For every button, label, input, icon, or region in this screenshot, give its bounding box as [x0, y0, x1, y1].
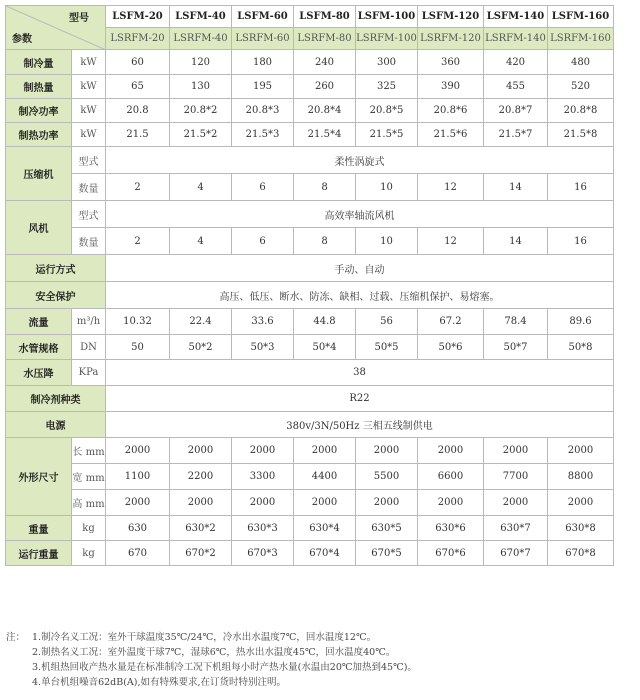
value-cell: 3300 [232, 464, 294, 490]
row-label: 电源 [6, 412, 106, 438]
value-cell: 2000 [548, 438, 614, 464]
value-cell: 20.8*4 [294, 99, 356, 123]
note-item: 1.制冷名义工况：室外干球温度35℃/24℃，冷水出水温度7℃，回水温度12℃。 [32, 632, 377, 643]
value-cell: 2000 [232, 490, 294, 516]
row-label: 风机 [6, 201, 72, 255]
row-cooling [6, 50, 614, 75]
model-b-cell: LSRFM-140 [484, 28, 548, 50]
row-fan-type [6, 201, 614, 228]
value-cell: 2000 [294, 490, 356, 516]
value-cell: 2200 [170, 464, 232, 490]
value-cell: 2000 [170, 438, 232, 464]
value-cell: 21.5*7 [484, 123, 548, 147]
unit-cell: 高 mm [72, 490, 106, 516]
row-cool_power [6, 99, 614, 123]
value-cell: 10 [356, 174, 418, 201]
value-cell: 630*5 [356, 516, 418, 541]
value-cell: 630*6 [418, 516, 484, 541]
row-label: 流量 [6, 309, 72, 335]
value-cell: 60 [106, 50, 170, 75]
value-cell: 300 [356, 50, 418, 75]
value-cell: 2000 [106, 438, 170, 464]
model-a-cell: LSFM-20 [106, 6, 170, 28]
value-cell: 14 [484, 228, 548, 255]
row-pipe [6, 335, 614, 360]
value-cell: 20.8*6 [418, 99, 484, 123]
span-value-cell: 38 [106, 360, 614, 386]
row-label: 制热功率 [6, 123, 72, 147]
row-heat_power [6, 123, 614, 147]
row-label: 外形尺寸 [6, 438, 72, 516]
value-cell: 670*5 [356, 541, 418, 566]
value-cell: 50*4 [294, 335, 356, 360]
unit-cell: kg [72, 541, 106, 566]
value-cell: 390 [418, 75, 484, 99]
header-corner-param-label: 参数 [12, 34, 32, 45]
row-compressor-type [6, 147, 614, 174]
value-cell: 50*8 [548, 335, 614, 360]
value-cell: 12 [418, 174, 484, 201]
value-cell: 180 [232, 50, 294, 75]
value-cell: 2000 [294, 438, 356, 464]
value-cell: 2 [106, 174, 170, 201]
value-cell: 21.5*6 [418, 123, 484, 147]
value-cell: 2000 [170, 490, 232, 516]
row-weight [6, 516, 614, 541]
row-refrigerant [6, 386, 614, 412]
value-cell: 670*3 [232, 541, 294, 566]
value-cell: 50*7 [484, 335, 548, 360]
value-cell: 670*7 [484, 541, 548, 566]
value-cell: 16 [548, 228, 614, 255]
value-cell: 455 [484, 75, 548, 99]
value-cell: 44.8 [294, 309, 356, 335]
value-cell: 670 [106, 541, 170, 566]
value-cell: 50*2 [170, 335, 232, 360]
value-cell: 4 [170, 174, 232, 201]
value-cell: 480 [548, 50, 614, 75]
value-cell: 4400 [294, 464, 356, 490]
model-a-cell: LSFM-40 [170, 6, 232, 28]
value-cell: 5500 [356, 464, 418, 490]
row-pressure_drop [6, 360, 614, 386]
value-cell: 2000 [356, 438, 418, 464]
row-dimensions-width [6, 464, 614, 490]
header-corner-cell [6, 6, 106, 50]
model-a-cell: LSFM-160 [548, 6, 614, 28]
value-cell: 6 [232, 174, 294, 201]
value-cell: 16 [548, 174, 614, 201]
model-b-cell: LSRFM-20 [106, 28, 170, 50]
note-item: 3.机组热回收产热水量是在标准制冷工况下机组每小时产热水量(水温由20℃加热到45℃)。 [32, 662, 417, 673]
value-cell: 240 [294, 50, 356, 75]
model-b-cell: LSRFM-160 [548, 28, 614, 50]
unit-cell: DN [72, 335, 106, 360]
value-cell: 520 [548, 75, 614, 99]
row-dimensions-height [6, 490, 614, 516]
row-compressor-qty [6, 174, 614, 201]
span-value-cell: 380v/3N/50Hz 三相五线制供电 [106, 412, 614, 438]
span-value-cell: 高效率轴流风机 [106, 201, 614, 228]
value-cell: 67.2 [418, 309, 484, 335]
value-cell: 630*3 [232, 516, 294, 541]
value-cell: 630*2 [170, 516, 232, 541]
value-cell: 2 [106, 228, 170, 255]
model-b-cell: LSRFM-80 [294, 28, 356, 50]
value-cell: 630 [106, 516, 170, 541]
value-cell: 4 [170, 228, 232, 255]
spec-table [5, 5, 614, 566]
value-cell: 21.5*3 [232, 123, 294, 147]
value-cell: 120 [170, 50, 232, 75]
model-a-cell: LSFM-100 [356, 6, 418, 28]
value-cell: 8 [294, 174, 356, 201]
value-cell: 420 [484, 50, 548, 75]
sub-label: 数量 [72, 228, 106, 255]
unit-cell: 宽 mm [72, 464, 106, 490]
value-cell: 20.8*2 [170, 99, 232, 123]
value-cell: 670*2 [170, 541, 232, 566]
value-cell: 21.5*2 [170, 123, 232, 147]
value-cell: 630*8 [548, 516, 614, 541]
value-cell: 10.32 [106, 309, 170, 335]
unit-cell: kW [72, 75, 106, 99]
value-cell: 8 [294, 228, 356, 255]
row-label: 运行方式 [6, 255, 106, 282]
value-cell: 325 [356, 75, 418, 99]
row-power_supply [6, 412, 614, 438]
unit-cell: kW [72, 50, 106, 75]
value-cell: 89.6 [548, 309, 614, 335]
unit-cell: kg [72, 516, 106, 541]
row-dimensions-length [6, 438, 614, 464]
value-cell: 2000 [356, 490, 418, 516]
sub-label: 数量 [72, 174, 106, 201]
value-cell: 130 [170, 75, 232, 99]
unit-cell: 长 mm [72, 438, 106, 464]
value-cell: 12 [418, 228, 484, 255]
span-value-cell: 高压、低压、断水、防冻、缺相、过载、压缩机保护、易熔塞。 [106, 282, 614, 309]
value-cell: 10 [356, 228, 418, 255]
value-cell: 20.8*7 [484, 99, 548, 123]
row-label: 重量 [6, 516, 72, 541]
value-cell: 6 [232, 228, 294, 255]
model-b-cell: LSRFM-120 [418, 28, 484, 50]
value-cell: 65 [106, 75, 170, 99]
value-cell: 2000 [484, 490, 548, 516]
row-op_weight [6, 541, 614, 566]
value-cell: 2000 [106, 490, 170, 516]
value-cell: 50 [106, 335, 170, 360]
unit-cell: kW [72, 123, 106, 147]
row-label: 安全保护 [6, 282, 106, 309]
model-b-cell: LSRFM-60 [232, 28, 294, 50]
value-cell: 670*4 [294, 541, 356, 566]
row-label: 水压降 [6, 360, 72, 386]
value-cell: 56 [356, 309, 418, 335]
value-cell: 21.5*8 [548, 123, 614, 147]
row-fan-qty [6, 228, 614, 255]
span-value-cell: 手动、自动 [106, 255, 614, 282]
value-cell: 195 [232, 75, 294, 99]
value-cell: 21.5*4 [294, 123, 356, 147]
value-cell: 7700 [484, 464, 548, 490]
unit-cell: m³/h [72, 309, 106, 335]
value-cell: 260 [294, 75, 356, 99]
model-a-cell: LSFM-140 [484, 6, 548, 28]
row-label: 压缩机 [6, 147, 72, 201]
value-cell: 670*6 [418, 541, 484, 566]
value-cell: 21.5 [106, 123, 170, 147]
value-cell: 630*7 [484, 516, 548, 541]
span-value-cell: 柔性涡旋式 [106, 147, 614, 174]
row-label: 水管规格 [6, 335, 72, 360]
row-heating [6, 75, 614, 99]
value-cell: 2000 [232, 438, 294, 464]
row-label: 运行重量 [6, 541, 72, 566]
value-cell: 2000 [418, 490, 484, 516]
header-corner-model-label: 型号 [69, 13, 89, 24]
row-label: 制冷量 [6, 50, 72, 75]
value-cell: 78.4 [484, 309, 548, 335]
row-flow [6, 309, 614, 335]
value-cell: 21.5*5 [356, 123, 418, 147]
row-label: 制冷剂种类 [6, 386, 106, 412]
row-operation [6, 255, 614, 282]
span-value-cell: R22 [106, 386, 614, 412]
model-a-cell: LSFM-80 [294, 6, 356, 28]
unit-cell: kW [72, 99, 106, 123]
value-cell: 20.8*5 [356, 99, 418, 123]
value-cell: 20.8 [106, 99, 170, 123]
note-item: 2.制热名义工况：室外温度干球7℃，湿球6℃，热水出水温度45℃，回水温度40℃。 [32, 647, 396, 658]
value-cell: 670*8 [548, 541, 614, 566]
value-cell: 33.6 [232, 309, 294, 335]
value-cell: 2000 [548, 490, 614, 516]
row-safety [6, 282, 614, 309]
value-cell: 630*4 [294, 516, 356, 541]
value-cell: 50*5 [356, 335, 418, 360]
model-b-cell: LSRFM-40 [170, 28, 232, 50]
notes-prefix: 注： [6, 632, 26, 643]
value-cell: 2000 [418, 438, 484, 464]
value-cell: 2000 [484, 438, 548, 464]
unit-cell: KPa [72, 360, 106, 386]
row-label: 制热量 [6, 75, 72, 99]
value-cell: 50*3 [232, 335, 294, 360]
row-label: 制冷功率 [6, 99, 72, 123]
value-cell: 6600 [418, 464, 484, 490]
value-cell: 14 [484, 174, 548, 201]
value-cell: 20.8*3 [232, 99, 294, 123]
value-cell: 1100 [106, 464, 170, 490]
model-b-cell: LSRFM-100 [356, 28, 418, 50]
value-cell: 8800 [548, 464, 614, 490]
sub-label: 型式 [72, 201, 106, 228]
value-cell: 22.4 [170, 309, 232, 335]
model-a-cell: LSFM-120 [418, 6, 484, 28]
value-cell: 20.8*8 [548, 99, 614, 123]
note-item: 4.单台机组噪音62dB(A),如有特殊要求,在订货时特别注明。 [32, 677, 287, 688]
notes [6, 630, 626, 690]
sub-label: 型式 [72, 147, 106, 174]
value-cell: 360 [418, 50, 484, 75]
model-a-cell: LSFM-60 [232, 6, 294, 28]
value-cell: 50*6 [418, 335, 484, 360]
